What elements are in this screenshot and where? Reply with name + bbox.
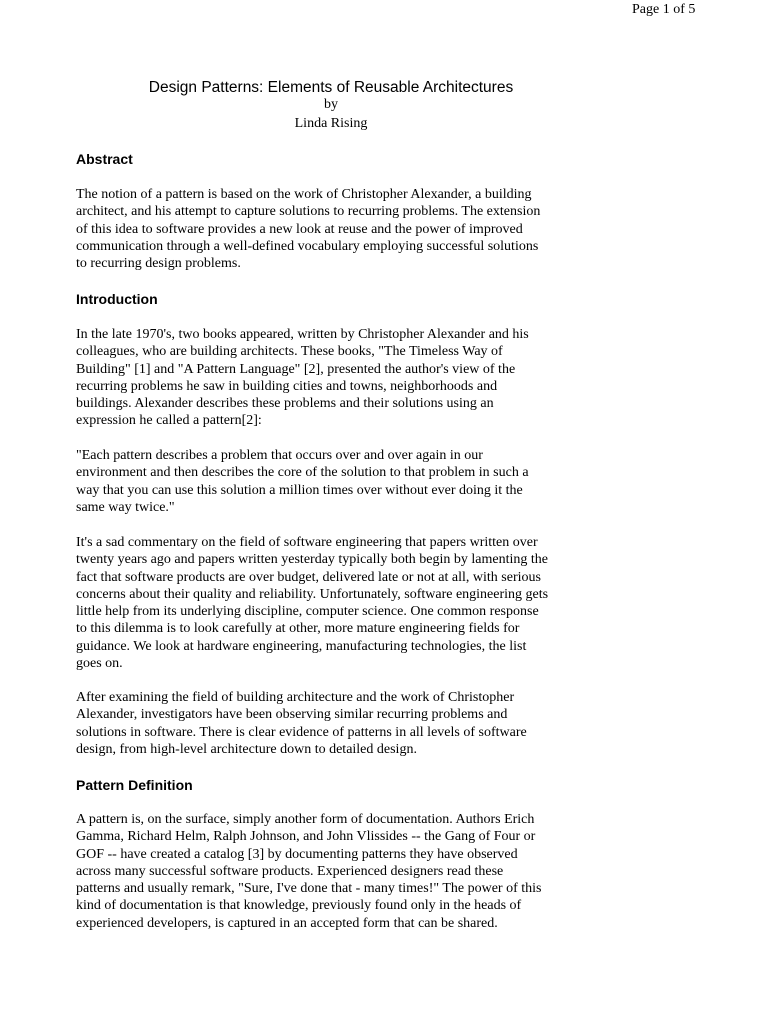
text-line: Gamma, Richard Helm, Ralph Johnson, and John Vlissides -- the Gang of Four or [76,829,536,845]
text-line: of this idea to software provides a new look at reuse and the power of improved [76,221,523,237]
text-line: solutions in software. There is clear evidence of patterns in all levels of software [76,724,527,740]
text-line: same way twice." [76,499,175,515]
heading-pattern-definition: Pattern Definition [76,777,193,793]
text-line: fact that software products are over budget, delivered late or not at all, with serious [76,569,541,585]
document-title: Design Patterns: Elements of Reusable Architectures [148,79,514,96]
text-line: design, from high-level architecture down to detailed design. [76,741,417,757]
text-line: architect, and his attempt to capture solutions to recurring problems. The extension [76,204,541,220]
text-line: Alexander, investigators have been observing similar recurring problems and [76,707,508,723]
text-line: patterns and usually remark, "Sure, I've done that - many times!" The power of this [76,881,542,897]
text-line: communication through a well-defined vocabulary employing successful solutions [76,238,539,254]
text-line: to recurring design problems. [76,256,241,272]
text-line: way that you can use this solution a million times over without ever doing it the [76,482,523,498]
text-line: Building" [1] and "A Pattern Language" [2], presented the author's view of the [76,361,516,377]
text-line: After examining the field of building architecture and the work of Christopher [76,690,515,705]
text-line: "Each pattern describes a problem that occurs over and over again in our [76,448,483,463]
text-line: environment and then describes the core of the solution to that problem in such a [76,465,529,481]
heading-abstract: Abstract [76,151,133,167]
page-number: Page 1 of 5 [632,2,696,17]
text-line: experienced developers, is captured in an accepted form that can be shared. [76,915,498,931]
paragraph-abstract [76,186,540,272]
heading-introduction: Introduction [76,291,158,307]
text-line: A pattern is, on the surface, simply another form of documentation. Authors Erich [76,812,535,827]
text-line: GOF -- have created a catalog [3] by documenting patterns they have observed [76,846,518,862]
paragraph-intro-quote [76,447,529,516]
paragraph-intro-3 [76,534,548,672]
text-line: expression he called a pattern[2]: [76,413,262,429]
text-line: It's a sad commentary on the field of software engineering that papers written over [76,535,538,550]
text-line: little help from its underlying discipline, computer science. One common response [76,604,539,620]
paragraph-pattern-definition [76,811,541,932]
text-line: to this dilemma is to look carefully at other, more mature engineering fields for [76,621,520,637]
text-line: goes on. [76,656,123,672]
text-line: colleagues, who are building architects. These books, "The Timeless Way of [76,344,503,360]
author-name: Linda Rising [294,116,368,131]
text-line: buildings. Alexander describes these problems and their solutions using an [76,396,494,412]
text-line: The notion of a pattern is based on the work of Christopher Alexander, a building [76,187,532,202]
text-line: guidance. We look at hardware engineering, manufacturing technologies, the list [76,638,527,654]
paragraph-intro-1 [76,326,529,430]
text-line: recurring problems he saw in building cities and towns, neighborhoods and [76,378,498,394]
text-line: kind of documentation is that knowledge, previously found only in the heads of [76,898,522,914]
text-line: twenty years ago and papers written yesterday typically both begin by lamenting the [76,552,548,568]
byline-by: by [324,97,338,112]
paragraph-intro-4 [76,689,527,758]
text-line: concerns about their quality and reliability. Unfortunately, software engineering gets [76,586,549,602]
text-line: In the late 1970's, two books appeared, written by Christopher Alexander and his [76,327,529,342]
text-line: across many successful software products. Experienced designers read these [76,863,504,879]
